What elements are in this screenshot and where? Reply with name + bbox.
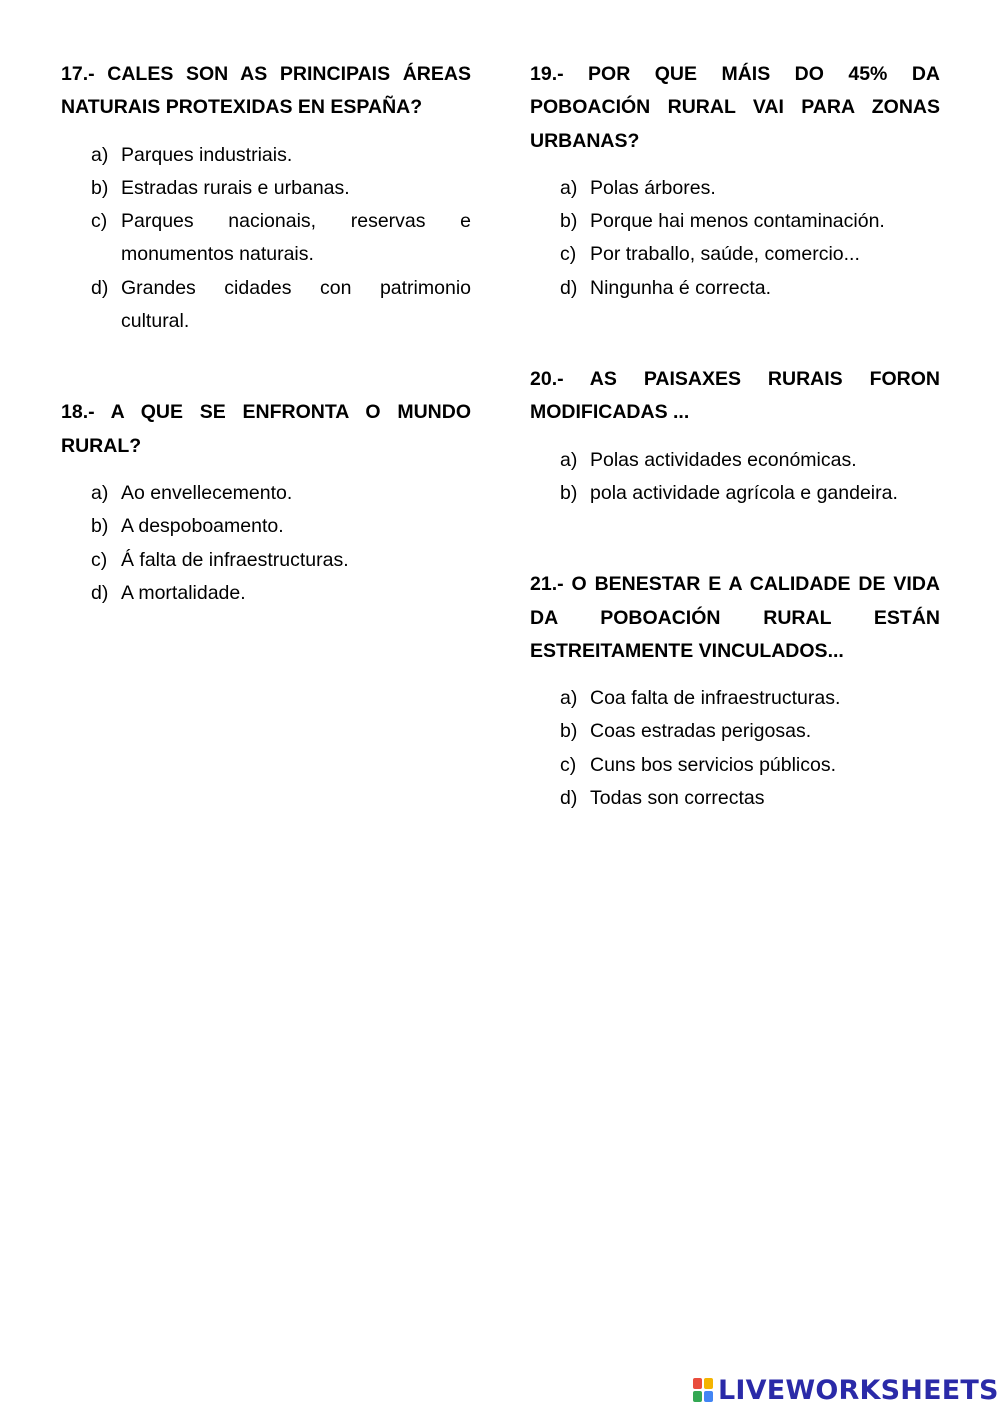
question-21 [530, 568, 940, 815]
option-a[interactable]: a) Ao envellecemento. [91, 481, 293, 504]
liveworksheets-logo[interactable] [693, 1374, 999, 1406]
option-b[interactable]: b) Estradas rurais e urbanas. [91, 176, 350, 199]
question-title: 21.- O BENESTAR E A CALIDADE DE VIDA DA POBOACIÓN RURAL ESTÁN ESTREITAMENTE VINCULADOS... [530, 573, 940, 662]
question-19 [530, 58, 940, 305]
option-b[interactable]: b) Porque hai menos contaminación. [560, 210, 885, 233]
option-d[interactable]: d) A mortalidade. [91, 581, 246, 604]
left-column [61, 58, 471, 610]
option-b[interactable]: b) pola actividade agrícola e gandeira. [560, 481, 898, 504]
option-a[interactable]: a) Polas actividades económicas. [560, 448, 857, 471]
logo-tile-yellow [704, 1378, 713, 1389]
option-b[interactable]: b) A despoboamento. [91, 515, 284, 538]
question-title: 19.- POR QUE MÁIS DO 45% DA POBOACIÓN RURAL VAI PARA ZONAS URBANAS? [530, 63, 940, 152]
right-column [530, 58, 940, 815]
option-d[interactable]: d) Grandes cidades con patrimonio cultural. [91, 276, 471, 333]
options-list [61, 139, 471, 339]
question-18 [61, 396, 471, 610]
logo-tile-red [693, 1378, 702, 1389]
logo-text: LIVEWORKSHEETS [718, 1374, 999, 1406]
option-b[interactable]: b) Coas estradas perigosas. [560, 720, 812, 743]
question-20 [530, 363, 940, 510]
option-d[interactable]: d) Ningunha é correcta. [560, 276, 772, 299]
option-c[interactable]: c) Cuns bos servicios públicos. [560, 753, 837, 776]
option-d[interactable]: d) Todas son correctas [560, 787, 765, 810]
question-17 [61, 58, 471, 338]
question-title: 17.- CALES SON AS PRINCIPAIS ÁREAS NATURAIS PROTEXIDAS EN ESPAÑA? [61, 63, 471, 119]
options-list [530, 172, 940, 305]
option-a[interactable]: a) Parques industriais. [91, 143, 293, 166]
option-a[interactable]: a) Polas árbores. [560, 176, 716, 199]
option-c[interactable]: c) Á falta de infraestructuras. [91, 548, 349, 571]
question-title: 18.- A QUE SE ENFRONTA O MUNDO RURAL? [61, 401, 471, 457]
options-list [530, 682, 940, 815]
options-list [530, 444, 940, 511]
option-c[interactable]: c) Parques nacionais, reservas e monumentos naturais. [91, 210, 471, 266]
option-a[interactable]: a) Coa falta de infraestructuras. [560, 687, 841, 710]
question-title: 20.- AS PAISAXES RURAIS FORON MODIFICADAS ... [530, 368, 940, 424]
logo-tile-green [693, 1391, 702, 1402]
liveworksheets-logo-icon [693, 1378, 713, 1402]
logo-tile-blue [704, 1391, 713, 1402]
options-list [61, 477, 471, 610]
option-c[interactable]: c) Por traballo, saúde, comercio... [560, 243, 860, 266]
